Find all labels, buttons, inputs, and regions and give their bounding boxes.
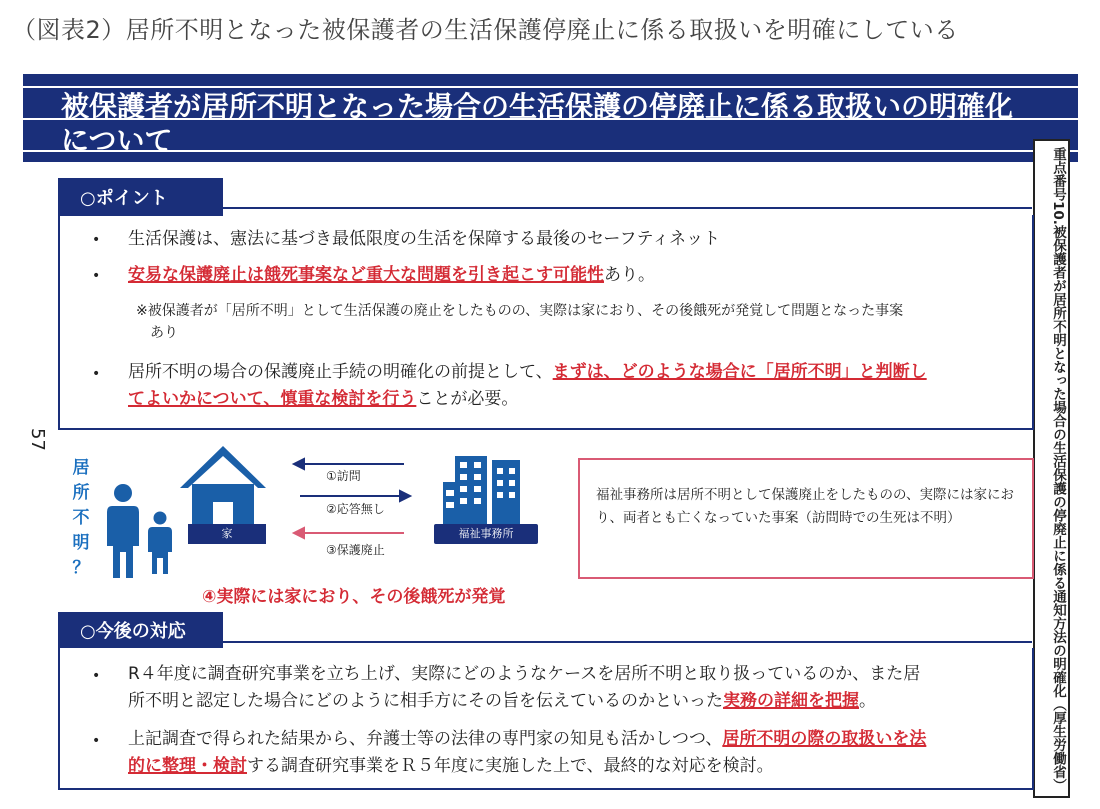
vq-char: 不 xyxy=(72,508,90,528)
future-bullet-1-line1: R４年度に調査研究事業を立ち上げ、実際にどのようなケースを居所不明と取り扱っているのか、また居 xyxy=(128,664,921,684)
points-bullet-2-highlight: 安易な保護廃止は餓死事案など重大な問題を引き起こす可能性 xyxy=(128,265,604,285)
side-label-text: 重点番号10.被保護者が居所不明となった場合の生活保護の停廃止に係る通知方法の明確化（厚生労働省） xyxy=(1050,147,1066,792)
future-bullet-2-highlight1: 居所不明の際の取扱いを法 xyxy=(722,729,927,749)
page-number: 57 xyxy=(26,428,48,451)
points-note-line1: ※被保護者が「居所不明」として生活保護の廃止をしたものの、実際は家におり、その後餓死が発覚して問題となった事案 xyxy=(136,303,904,319)
future-bullet-1-highlight: 実務の詳細を把握 xyxy=(723,691,859,711)
points-bullet-3-pre: 居所不明の場合の保護廃止手続の明確化の前提として、 xyxy=(128,362,553,382)
arrow1-label: ①訪問 xyxy=(326,469,361,483)
points-note xyxy=(136,300,903,344)
figure-caption: （図表2）居所不明となった被保護者の生活保護停廃止に係る取扱いを明確にしている xyxy=(12,16,959,44)
missing-residence-question xyxy=(70,456,92,581)
future-bullet-2-line2 xyxy=(128,753,774,779)
side-label-box xyxy=(1033,139,1070,798)
vq-char: 明 xyxy=(72,533,90,553)
header-title xyxy=(61,90,1061,158)
points-bullet-2 xyxy=(128,262,655,288)
bullet-dot: • xyxy=(92,668,101,684)
vq-char: 所 xyxy=(72,483,90,503)
points-section-label: ○ポイント xyxy=(58,178,223,216)
house-icon xyxy=(180,446,266,528)
bullet-dot: • xyxy=(92,733,101,749)
future-bullet-2-highlight2: 的に整理・検討 xyxy=(128,756,247,776)
future-bullet-2-line1 xyxy=(128,726,926,752)
future-section-label: ○今後の対応 xyxy=(58,612,223,648)
adult-person-icon xyxy=(107,484,139,578)
future-bullet-2-pre: 上記調査で得られた結果から、弁護士等の法律の専門家の知見も活かしつつ、 xyxy=(128,729,723,749)
bullet-dot: • xyxy=(92,232,101,248)
points-bullet-1: 生活保護は、憲法に基づき最低限度の生活を保障する最後のセーフティネット xyxy=(128,229,721,249)
points-section-top-rule xyxy=(223,207,1032,209)
vq-char: 居 xyxy=(72,458,90,478)
header-rule-top xyxy=(23,86,1078,88)
case-description-box xyxy=(578,458,1034,579)
bullet-dot: • xyxy=(92,366,101,382)
future-bullet-1-pre: 所不明と認定した場合にどのように相手方にその旨を伝えているのかといった xyxy=(128,691,723,711)
points-bullet-3-highlight2: てよいかについて、慎重な検討を行う xyxy=(128,389,417,409)
points-bullet-3-line2 xyxy=(128,386,518,412)
future-bullet-1-tail: 。 xyxy=(859,691,876,711)
points-bullet-3-highlight1: まずは、どのような場合に「居所不明」と判断し xyxy=(552,362,927,382)
abolition-arrow xyxy=(294,528,404,538)
future-bullet-1-line2 xyxy=(128,688,876,714)
office-label: 福祉事務所 xyxy=(434,524,538,544)
arrow3-label: ③保護廃止 xyxy=(326,543,385,557)
child-person-icon xyxy=(148,512,172,575)
case-description-text: 福祉事務所は居所不明として保護廃止をしたものの、実際には家におり、両者とも亡くなっていた事案（訪問時での生死は不明） xyxy=(596,487,1014,526)
header-banner xyxy=(23,74,1078,162)
header-title-line2: について xyxy=(61,124,173,157)
points-bullet-2-tail: あり。 xyxy=(604,265,655,285)
header-title-line1: 被保護者が居所不明となった場合の生活保護の停廃止に係る取扱いの明確化 xyxy=(61,90,1014,123)
office-building-icon xyxy=(443,456,520,524)
points-note-line2: あり xyxy=(150,325,178,341)
future-section-top-rule xyxy=(223,641,1032,643)
points-bullet-3-line1 xyxy=(128,359,927,385)
house-label: 家 xyxy=(188,524,266,544)
vq-char: ？ xyxy=(72,558,90,578)
bullet-dot: • xyxy=(92,268,101,284)
arrow2-label: ②応答無し xyxy=(326,502,385,516)
starvation-note: ④実際には家におり、その後餓死が発覚 xyxy=(202,587,506,607)
points-bullet-3-tail: ことが必要。 xyxy=(416,389,519,409)
future-bullet-2-tail: する調査研究事業をＲ５年度に実施した上で、最終的な対応を検討。 xyxy=(247,756,774,776)
